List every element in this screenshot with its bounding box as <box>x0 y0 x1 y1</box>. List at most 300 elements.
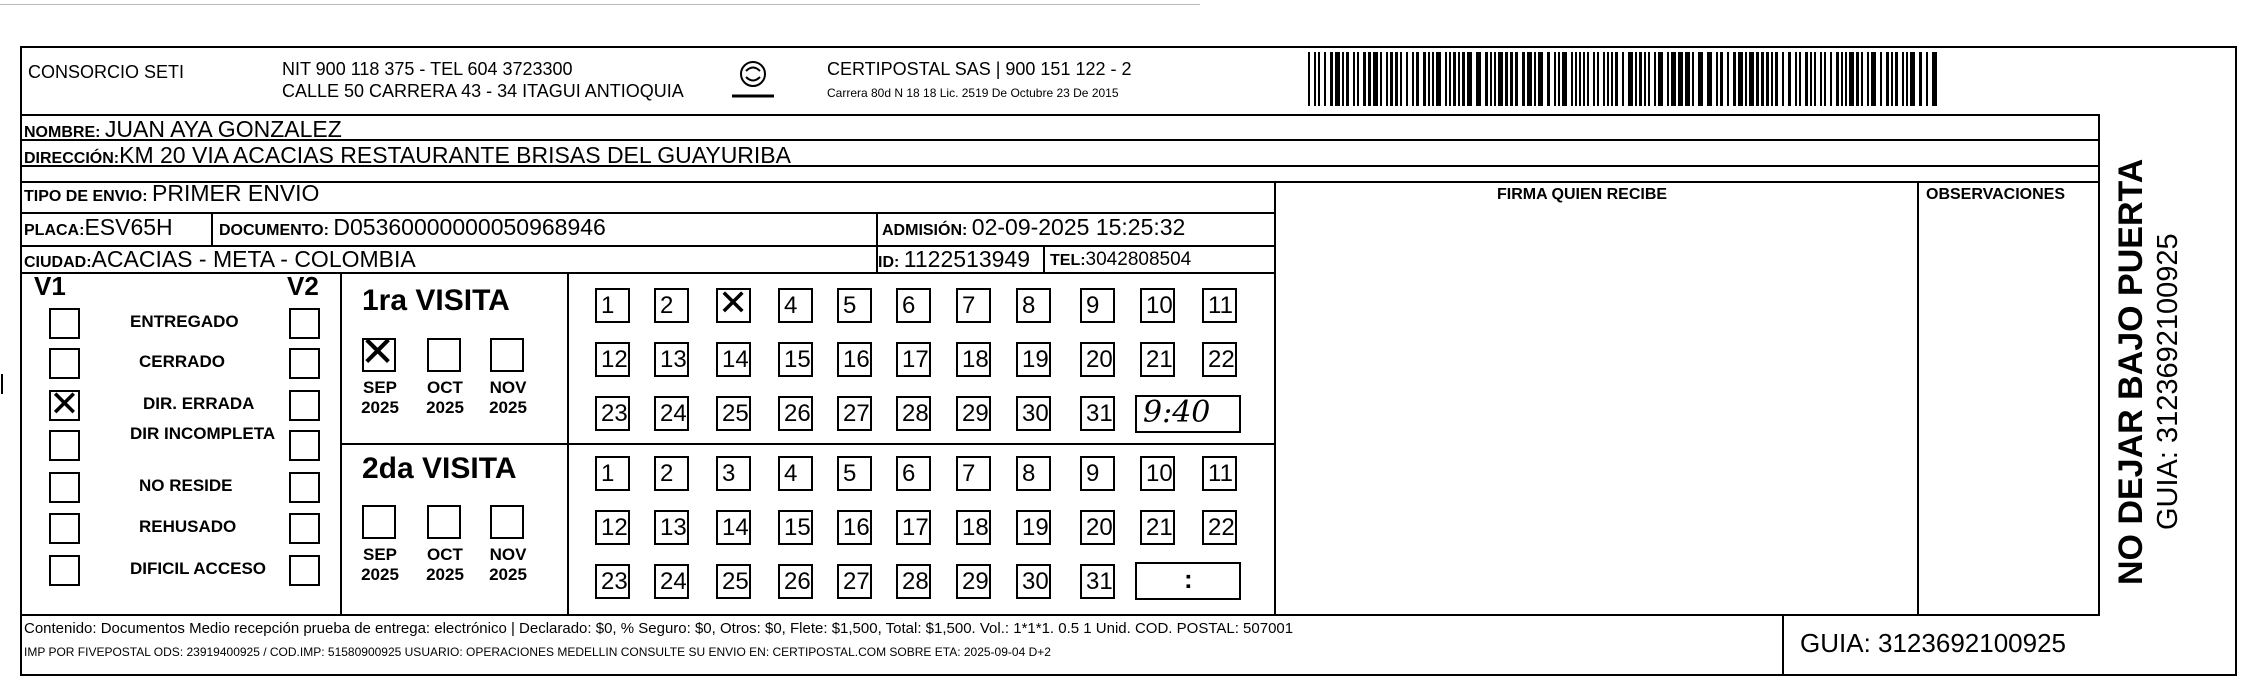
days2-day-number-24: 24 <box>660 568 687 595</box>
days1-day-box-21[interactable] <box>1140 342 1175 377</box>
days2-day-box-6[interactable] <box>896 456 931 491</box>
barcode-bar <box>1458 52 1460 106</box>
days2-day-box-5[interactable] <box>837 456 872 491</box>
days1-day-number-7: 7 <box>962 292 976 319</box>
days1-day-number-18: 18 <box>962 346 989 373</box>
days2-day-number-18: 18 <box>962 514 989 541</box>
barcode-bar <box>1538 52 1543 106</box>
days1-day-check-mark-3: ✕ <box>718 283 749 324</box>
edge-mark <box>1 374 7 394</box>
barcode-bar <box>1498 52 1503 106</box>
barcode-bar <box>1416 52 1419 106</box>
days2-day-number-11: 11 <box>1208 460 1233 487</box>
barcode-bar <box>1583 52 1585 106</box>
side-divider <box>2098 114 2100 616</box>
days2-day-box-13[interactable] <box>654 510 689 545</box>
documento-value: D05360000000050968946 <box>333 214 606 240</box>
days2-day-box-15[interactable] <box>778 510 813 545</box>
days2-day-box-2[interactable] <box>654 456 689 491</box>
reason-label-no-reside: NO RESIDE <box>139 476 233 495</box>
barcode-bar <box>1368 52 1371 106</box>
days1-day-number-22: 22 <box>1208 346 1235 373</box>
days1-day-number-24: 24 <box>660 400 687 427</box>
top-edge-line <box>0 4 1200 5</box>
days1-day-box-26[interactable] <box>778 396 813 431</box>
company-address: CALLE 50 CARRERA 43 - 34 ITAGUI ANTIOQUIA <box>282 81 684 101</box>
barcode-bar <box>1856 52 1859 106</box>
days1-day-box-14[interactable] <box>716 342 751 377</box>
days2-day-number-6: 6 <box>902 460 916 487</box>
barcode-bar <box>1346 52 1349 106</box>
barcode-bar <box>1490 52 1492 106</box>
barcode-bar <box>1494 52 1496 106</box>
barcode-bar <box>1820 52 1822 106</box>
days1-day-box-16[interactable] <box>837 342 872 377</box>
barcode-bar <box>1515 52 1518 106</box>
barcode-bar <box>1799 52 1801 106</box>
certipostal-logo <box>730 58 776 102</box>
days2-day-box-26[interactable] <box>778 564 813 599</box>
days2-day-number-8: 8 <box>1022 460 1036 487</box>
days1-day-number-27: 27 <box>843 400 870 427</box>
v1-checkbox-dificil-acceso[interactable] <box>49 555 80 586</box>
months2-month-checkbox-sep[interactable] <box>362 505 396 539</box>
tipo-envio-value: PRIMER ENVIO <box>152 180 320 206</box>
months1-month-checkbox-nov[interactable] <box>490 338 524 372</box>
months1-month-label-nov: NOV 2025 <box>489 378 527 417</box>
days2-day-number-3: 3 <box>722 460 736 487</box>
days1-day-box-27[interactable] <box>837 396 872 431</box>
tel-value: 3042808504 <box>1085 249 1192 270</box>
days1-day-number-5: 5 <box>843 292 857 319</box>
barcode-bar <box>1485 52 1488 106</box>
v2-checkbox-cerrado[interactable] <box>289 348 320 379</box>
days1-day-box-29[interactable] <box>956 396 991 431</box>
barcode-bar <box>1342 52 1344 106</box>
v2-checkbox-dir-incompleta[interactable] <box>289 430 320 461</box>
barcode-bar <box>1692 52 1694 106</box>
days1-day-box-28[interactable] <box>896 396 931 431</box>
second-visit-title: 2da VISITA <box>362 452 517 485</box>
days1-day-number-12: 12 <box>601 346 628 373</box>
days2-day-number-22: 22 <box>1208 514 1235 541</box>
days1-day-box-19[interactable] <box>1016 342 1051 377</box>
days1-day-box-18[interactable] <box>956 342 991 377</box>
days2-day-box-21[interactable] <box>1140 510 1175 545</box>
days2-day-box-17[interactable] <box>896 510 931 545</box>
barcode-bar <box>1615 52 1618 106</box>
days2-day-box-22[interactable] <box>1202 510 1237 545</box>
first-visit-time: 9:40 <box>1143 395 1211 430</box>
barcode-bar <box>1886 52 1889 106</box>
barcode-bar <box>1727 52 1729 106</box>
months2-month-checkbox-oct[interactable] <box>427 505 461 539</box>
barcode-bar <box>1386 52 1388 106</box>
reason-label-cerrado: CERRADO <box>139 352 225 371</box>
footer-contenido: Contenido: Documentos Medio recepción prueba de entrega: electrónico | Declarado: $0, % Seguro: $0, Otros: $0, Flete: $1,500, Total: $1,500. Vol.: 1*1*1. 0.5 1 Unid. COD. POSTAL: 507001 <box>24 620 1294 637</box>
barcode-bar <box>1330 52 1333 106</box>
barcode-bar <box>1775 52 1778 106</box>
barcode-bar <box>1761 52 1764 106</box>
months2-month-checkbox-nov[interactable] <box>490 505 524 539</box>
barcode-bar <box>1644 52 1646 106</box>
months1-month-checkbox-oct[interactable] <box>427 338 461 372</box>
carrier-license: Carrera 80d N 18 18 Lic. 2519 De Octubre 23 De 2015 <box>827 86 1119 100</box>
barcode-bar <box>1733 52 1736 106</box>
barcode-bar <box>1707 52 1712 106</box>
barcode-bar <box>1836 52 1839 106</box>
tel-label: TEL: <box>1050 252 1086 269</box>
admision-label: ADMISIÓN: <box>882 222 968 239</box>
barcode-bar <box>1412 52 1414 106</box>
barcode-bar <box>1658 52 1663 106</box>
barcode-bar <box>1395 52 1398 106</box>
barcode-bar <box>1830 52 1832 106</box>
days2-day-box-7[interactable] <box>956 456 991 491</box>
v1-checkbox-dir-incompleta[interactable] <box>49 430 80 461</box>
days2-day-box-9[interactable] <box>1080 456 1115 491</box>
days1-day-box-25[interactable] <box>716 396 751 431</box>
side-guia: GUIA: 3123692100925 <box>2152 233 2184 530</box>
days1-day-number-4: 4 <box>784 292 798 319</box>
barcode-bar <box>1906 52 1908 106</box>
barcode-bar <box>1449 52 1451 106</box>
barcode-bar <box>1593 52 1595 106</box>
days1-day-box-15[interactable] <box>778 342 813 377</box>
days2-day-box-3[interactable] <box>716 456 751 491</box>
days2-day-number-17: 17 <box>902 514 929 541</box>
firma-label: FIRMA QUIEN RECIBE <box>1497 186 1668 203</box>
days1-day-box-11[interactable] <box>1202 288 1237 323</box>
days2-day-number-16: 16 <box>843 514 870 541</box>
barcode-bar <box>1756 52 1759 106</box>
second-visit-time-box[interactable] <box>1135 562 1241 600</box>
barcode-bar <box>1324 52 1326 106</box>
months2-month-label-sep: SEP 2025 <box>361 545 399 584</box>
days2-day-number-1: 1 <box>601 460 615 487</box>
tipo-envio-label: TIPO DE ENVIO: <box>24 188 148 205</box>
barcode-bar <box>1648 52 1650 106</box>
barcode-bar <box>1749 52 1754 106</box>
company-nit: NIT 900 118 375 - TEL 604 3723300 <box>282 59 573 79</box>
barcode-bar <box>1841 52 1843 106</box>
days1-day-number-21: 21 <box>1146 346 1173 373</box>
barcode-bar <box>1400 52 1402 106</box>
days2-day-box-19[interactable] <box>1016 510 1051 545</box>
days2-day-number-12: 12 <box>601 514 628 541</box>
days1-day-box-4[interactable] <box>778 288 813 323</box>
barcode-bar <box>1423 52 1426 106</box>
reason-label-rehusado: REHUSADO <box>139 517 237 536</box>
barcode-bar <box>1467 52 1472 106</box>
ciudad-label: CIUDAD: <box>24 254 92 271</box>
days1-day-box-5[interactable] <box>837 288 872 323</box>
days2-day-box-29[interactable] <box>956 564 991 599</box>
days1-day-number-19: 19 <box>1022 346 1049 373</box>
days2-day-box-24[interactable] <box>654 564 689 599</box>
barcode-bar <box>1667 52 1669 106</box>
days2-day-number-31: 31 <box>1086 568 1113 595</box>
days2-day-number-15: 15 <box>784 514 811 541</box>
days1-day-number-31: 31 <box>1086 400 1113 427</box>
carrier-name: CERTIPOSTAL SAS | 900 151 122 - 2 <box>827 59 1132 79</box>
days1-day-number-14: 14 <box>722 346 749 373</box>
days1-day-number-20: 20 <box>1086 346 1113 373</box>
days1-day-number-30: 30 <box>1022 400 1049 427</box>
barcode-bar <box>1428 52 1430 106</box>
days2-day-number-9: 9 <box>1086 460 1100 487</box>
days2-day-box-20[interactable] <box>1080 510 1115 545</box>
barcode-bar <box>1698 52 1703 106</box>
barcode-bar <box>1453 52 1456 106</box>
months2-month-label-nov: NOV 2025 <box>489 545 527 584</box>
days1-day-box-9[interactable] <box>1080 288 1115 323</box>
barcode-bar <box>1380 52 1382 106</box>
v2-checkbox-entregado[interactable] <box>289 308 320 339</box>
days2-day-number-13: 13 <box>660 514 687 541</box>
barcode-bar <box>1902 52 1904 106</box>
barcode-bar <box>1587 52 1589 106</box>
direccion-value: KM 20 VIA ACACIAS RESTAURANTE BRISAS DEL GUAYURIBA <box>119 142 791 168</box>
barcode-bar <box>1558 52 1560 106</box>
days2-day-number-10: 10 <box>1146 460 1173 487</box>
days2-day-box-30[interactable] <box>1016 564 1051 599</box>
barcode-bar <box>1824 52 1826 106</box>
id-label: ID: <box>878 254 900 271</box>
days2-day-box-12[interactable] <box>595 510 630 545</box>
barcode-bar <box>1738 52 1743 106</box>
days2-day-number-2: 2 <box>660 460 674 487</box>
barcode-bar <box>1335 52 1340 106</box>
v2-checkbox-dificil-acceso[interactable] <box>289 555 320 586</box>
days2-day-number-20: 20 <box>1086 514 1113 541</box>
barcode-bar <box>1891 52 1893 106</box>
days1-day-box-13[interactable] <box>654 342 689 377</box>
barcode-bar <box>1880 52 1882 106</box>
days1-day-number-9: 9 <box>1086 292 1100 319</box>
days1-day-box-1[interactable] <box>595 288 630 323</box>
days2-day-number-21: 21 <box>1146 514 1173 541</box>
days1-day-box-30[interactable] <box>1016 396 1051 431</box>
days2-day-box-23[interactable] <box>595 564 630 599</box>
days2-day-number-30: 30 <box>1022 568 1049 595</box>
days2-day-box-18[interactable] <box>956 510 991 545</box>
v2-label: V2 <box>287 271 319 301</box>
days1-day-box-23[interactable] <box>595 396 630 431</box>
barcode-bar <box>1308 52 1310 106</box>
placa-value: ESV65H <box>84 214 173 240</box>
days2-day-box-8[interactable] <box>1016 456 1051 491</box>
barcode-bar <box>1919 52 1922 106</box>
reason-label-dir-incompleta: DIR INCOMPLETA <box>130 424 276 443</box>
days2-day-number-4: 4 <box>784 460 798 487</box>
barcode-bar <box>1611 52 1613 106</box>
days2-day-box-31[interactable] <box>1080 564 1115 599</box>
days1-day-box-17[interactable] <box>896 342 931 377</box>
barcode-bar <box>1436 52 1441 106</box>
days2-day-number-23: 23 <box>601 568 628 595</box>
barcode-bar <box>1716 52 1718 106</box>
days1-day-number-25: 25 <box>722 400 749 427</box>
barcode-bar <box>1575 52 1577 106</box>
months1-month-check-mark-sep: ✕ <box>360 327 396 376</box>
barcode-bar <box>1462 52 1465 106</box>
barcode-bar <box>1766 52 1769 106</box>
second-visit-time: : <box>1184 564 1193 594</box>
v1-checkbox-cerrado[interactable] <box>49 348 80 379</box>
first-visit-time-box[interactable] <box>1135 395 1241 433</box>
barcode-bar <box>1363 52 1366 106</box>
barcode-bar <box>1845 52 1847 106</box>
barcode-bar <box>1373 52 1378 106</box>
days1-day-box-22[interactable] <box>1202 342 1237 377</box>
days1-day-box-2[interactable] <box>654 288 689 323</box>
days1-day-number-8: 8 <box>1022 292 1036 319</box>
days1-day-number-26: 26 <box>784 400 811 427</box>
barcode-bar <box>1622 52 1624 106</box>
v1-check-mark-dir-errada: ✕ <box>49 384 80 425</box>
v1-label: V1 <box>34 271 66 301</box>
nombre-value: JUAN AYA GONZALEZ <box>104 116 342 142</box>
barcode-bar <box>1871 52 1876 106</box>
days2-day-number-27: 27 <box>843 568 870 595</box>
barcode-bar <box>1547 52 1550 106</box>
barcode-bar <box>1562 52 1567 106</box>
days1-day-box-31[interactable] <box>1080 396 1115 431</box>
barcode-bar <box>1534 52 1536 106</box>
reason-label-entregado: ENTREGADO <box>130 312 239 331</box>
barcode-bar <box>1671 52 1676 106</box>
barcode-bar <box>1849 52 1854 106</box>
id-value: 1122513949 <box>903 246 1030 272</box>
barcode-bar <box>1314 52 1316 106</box>
barcode-bar <box>1635 52 1637 106</box>
days2-day-box-10[interactable] <box>1140 456 1175 491</box>
barcode-bar <box>1406 52 1408 106</box>
v2-checkbox-dir-errada[interactable] <box>289 390 320 421</box>
barcode-bar <box>1678 52 1683 106</box>
barcode-bar <box>1432 52 1434 106</box>
direccion-label: DIRECCIÓN: <box>24 150 120 167</box>
barcode-bar <box>1795 52 1797 106</box>
barcode-bar <box>1476 52 1481 106</box>
days2-day-number-19: 19 <box>1022 514 1049 541</box>
days2-day-box-28[interactable] <box>896 564 931 599</box>
v2-checkbox-rehusado[interactable] <box>289 513 320 544</box>
observaciones-label: OBSERVACIONES <box>1926 186 2065 203</box>
days1-day-box-8[interactable] <box>1016 288 1051 323</box>
days1-day-box-10[interactable] <box>1140 288 1175 323</box>
days2-day-number-5: 5 <box>843 460 857 487</box>
months1-month-label-oct: OCT 2025 <box>426 378 464 417</box>
barcode-bar <box>1720 52 1723 106</box>
barcode-bar <box>1814 52 1816 106</box>
barcode-bar <box>1639 52 1642 106</box>
days2-day-box-14[interactable] <box>716 510 751 545</box>
v1-checkbox-no-reside[interactable] <box>49 472 80 503</box>
barcode-bar <box>1932 52 1937 106</box>
days1-day-number-13: 13 <box>660 346 687 373</box>
days2-day-box-1[interactable] <box>595 456 630 491</box>
footer-guia: GUIA: 3123692100925 <box>1800 628 2066 658</box>
barcode-bar <box>1685 52 1690 106</box>
barcode-bar <box>1510 52 1513 106</box>
v1-checkbox-entregado[interactable] <box>49 308 80 339</box>
days1-day-number-23: 23 <box>601 400 628 427</box>
barcode-bar <box>1867 52 1869 106</box>
barcode-bar <box>1805 52 1808 106</box>
days2-day-number-26: 26 <box>784 568 811 595</box>
placa-label: PLACA: <box>24 222 85 239</box>
days2-day-box-25[interactable] <box>716 564 751 599</box>
v1-checkbox-rehusado[interactable] <box>49 513 80 544</box>
first-visit-title: 1ra VISITA <box>362 284 510 317</box>
reason-label-dir-errada: DIR. ERRADA <box>143 394 255 413</box>
barcode-bar <box>1597 52 1599 106</box>
barcode-bar <box>1445 52 1447 106</box>
barcode-bar <box>1571 52 1573 106</box>
days1-day-number-11: 11 <box>1208 292 1233 319</box>
barcode-bar <box>1926 52 1928 106</box>
barcode-bar <box>1810 52 1812 106</box>
days1-day-box-7[interactable] <box>956 288 991 323</box>
documento-label: DOCUMENTO: <box>219 222 329 239</box>
days1-day-number-28: 28 <box>902 400 929 427</box>
days1-day-number-6: 6 <box>902 292 916 319</box>
barcode-bar <box>1628 52 1633 106</box>
barcode-bar <box>1505 52 1508 106</box>
days1-day-box-12[interactable] <box>595 342 630 377</box>
barcode-bar <box>1607 52 1609 106</box>
barcode-bar <box>1357 52 1359 106</box>
days2-day-box-11[interactable] <box>1202 456 1237 491</box>
days2-day-number-14: 14 <box>722 514 749 541</box>
ciudad-value: ACACIAS - META - COLOMBIA <box>91 246 416 272</box>
barcode-bar <box>1522 52 1525 106</box>
barcode-bar <box>1771 52 1773 106</box>
days2-day-box-16[interactable] <box>837 510 872 545</box>
days1-day-number-15: 15 <box>784 346 811 373</box>
days1-day-number-10: 10 <box>1146 292 1173 319</box>
barcode-bar <box>1579 52 1581 106</box>
days2-day-number-25: 25 <box>722 568 749 595</box>
days1-day-number-1: 1 <box>601 292 615 319</box>
days1-day-number-29: 29 <box>962 400 989 427</box>
days1-day-box-20[interactable] <box>1080 342 1115 377</box>
days2-day-number-29: 29 <box>962 568 989 595</box>
days1-day-box-6[interactable] <box>896 288 931 323</box>
barcode-bar <box>1861 52 1863 106</box>
barcode-bar <box>1745 52 1747 106</box>
v2-checkbox-no-reside[interactable] <box>289 472 320 503</box>
barcode-bar <box>1603 52 1605 106</box>
barcode-bar <box>1554 52 1556 106</box>
days2-day-box-27[interactable] <box>837 564 872 599</box>
days1-day-number-16: 16 <box>843 346 870 373</box>
barcode <box>1308 52 1940 106</box>
days1-day-number-17: 17 <box>902 346 929 373</box>
days2-day-box-4[interactable] <box>778 456 813 491</box>
no-dejar-bajo-puerta: NO DEJAR BAJO PUERTA <box>2112 158 2150 585</box>
barcode-bar <box>1910 52 1915 106</box>
nombre-label: NOMBRE: <box>24 124 101 141</box>
days1-day-box-24[interactable] <box>654 396 689 431</box>
footer-imp: IMP POR FIVEPOSTAL ODS: 23919400925 / COD.IMP: 51580900925 USUARIO: OPERACIONES MEDELLIN CONSULTE SU ENVIO EN: CERTIPOSTAL.COM SOBRE ETA: 2025-09-04 D+2 <box>24 645 1051 659</box>
months1-month-label-sep: SEP 2025 <box>361 378 399 417</box>
barcode-bar <box>1318 52 1320 106</box>
barcode-bar <box>1527 52 1532 106</box>
months2-month-label-oct: OCT 2025 <box>426 545 464 584</box>
